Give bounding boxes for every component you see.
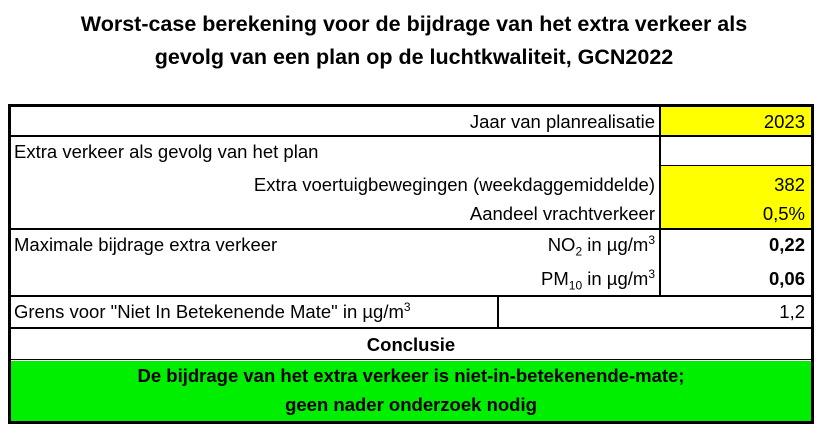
pm10-sub: 10 <box>568 278 583 293</box>
conclusion-box <box>11 361 811 421</box>
extra-header-empty <box>659 137 811 165</box>
jaar-label: Jaar van planrealisatie <box>469 111 655 132</box>
pm10-value: 0,06 <box>659 259 811 295</box>
extra-header-label: Extra verkeer als gevolg van het plan <box>14 141 319 162</box>
divider <box>11 359 811 360</box>
max-label: Maximale bijdrage extra verkeer <box>14 234 278 255</box>
voertuig-value[interactable]: 382 <box>659 166 811 199</box>
row-max-no2 <box>11 230 811 259</box>
no2-suffix: in µg/m <box>582 234 649 255</box>
grens-label-text: Grens voor "Niet In Betekenende Mate" in µg/m <box>14 301 404 322</box>
no2-sup: 3 <box>648 232 655 247</box>
pm10-suffix: in µg/m <box>582 268 649 289</box>
page-title <box>0 8 828 74</box>
vracht-label: Aandeel vrachtverkeer <box>469 203 655 224</box>
no2-sub: 2 <box>575 244 583 259</box>
row-vracht <box>11 199 811 228</box>
title-line-2: gevolg van een plan op de luchtkwaliteit, GCN2022 <box>154 45 674 69</box>
grens-value: 1,2 <box>497 297 811 327</box>
row-max-pm10 <box>11 259 811 295</box>
vracht-value[interactable]: 0,5% <box>659 199 811 228</box>
row-voertuig <box>11 166 811 199</box>
pm10-unit-label <box>351 259 659 293</box>
divider <box>11 327 811 329</box>
title-line-1: Worst-case berekening voor de bijdrage van het extra verkeer als <box>80 12 748 36</box>
row-extra-header <box>11 137 811 165</box>
voertuig-label: Extra voertuigbewegingen (weekdaggemiddelde) <box>253 174 655 195</box>
grens-sup: 3 <box>403 299 411 314</box>
row-jaar <box>11 107 811 135</box>
pm10-sup: 3 <box>648 266 655 281</box>
no2-unit-label <box>351 230 659 259</box>
no2-value: 0,22 <box>659 230 811 259</box>
no2-prefix: NO <box>547 234 576 255</box>
conclusion-line-2: geen nader onderzoek nodig <box>285 394 537 415</box>
pm10-prefix: PM <box>541 268 569 289</box>
conclusion-title: Conclusie <box>366 334 456 355</box>
conclusion-line-1: De bijdrage van het extra verkeer is niet-in-betekenende-mate; <box>137 365 685 386</box>
row-grens <box>11 297 811 327</box>
jaar-value[interactable]: 2023 <box>659 107 811 135</box>
calculation-table <box>8 104 814 424</box>
